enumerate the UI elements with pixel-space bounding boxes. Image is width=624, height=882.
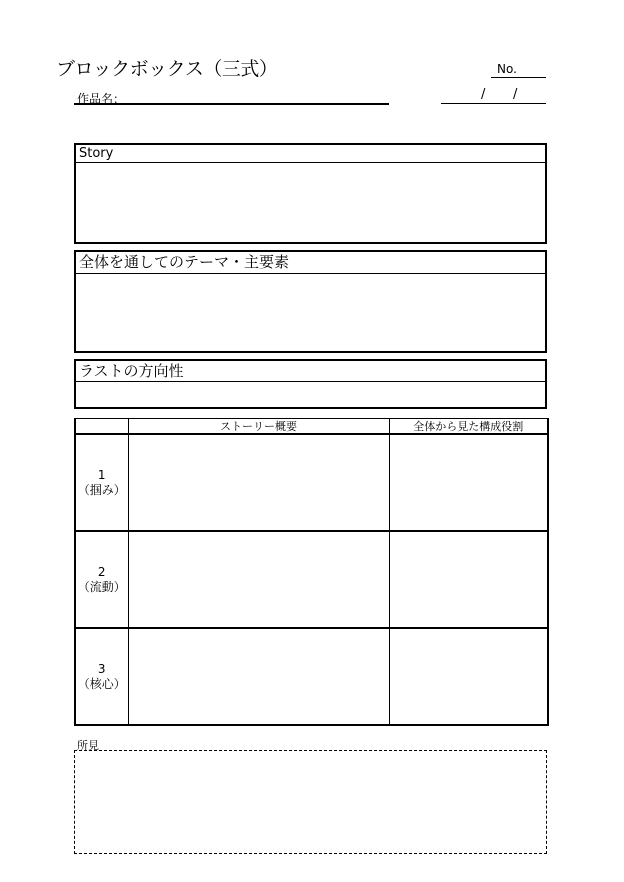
row-label — [75, 628, 128, 725]
table-row — [75, 628, 548, 725]
row-name: （核心） — [77, 676, 126, 691]
page-title: ブロックボックス（三式） — [56, 58, 278, 80]
ending-direction-heading: ラストの方向性 — [76, 361, 545, 382]
table-header-row — [75, 419, 548, 435]
story-heading: Story — [76, 145, 545, 163]
work-name-field[interactable] — [74, 103, 389, 105]
remarks-label: 所見 — [77, 739, 99, 752]
story-summary-cell[interactable] — [128, 628, 389, 725]
row-number: 1 — [97, 467, 106, 482]
work-name-label: 作品名： — [77, 92, 126, 106]
row-name: （流動） — [77, 579, 126, 594]
structural-role-cell[interactable] — [389, 531, 548, 628]
remarks-box[interactable] — [74, 750, 547, 854]
row-name: （掴み） — [77, 482, 126, 497]
structural-role-cell[interactable] — [389, 628, 548, 725]
row-label — [75, 434, 128, 531]
theme-box[interactable] — [74, 250, 547, 353]
story-box[interactable] — [74, 143, 547, 244]
column-header-number — [75, 419, 128, 435]
structural-role-cell[interactable] — [389, 434, 548, 531]
block-table — [74, 418, 549, 726]
story-summary-cell[interactable] — [128, 434, 389, 531]
table-row — [75, 434, 548, 531]
number-field[interactable] — [491, 77, 546, 78]
column-header-structural-role: 全体から見た構成役割 — [389, 419, 548, 435]
row-number: 2 — [97, 564, 106, 579]
date-separator: / — [481, 87, 486, 102]
story-summary-cell[interactable] — [128, 531, 389, 628]
column-header-story-summary: ストーリー概要 — [128, 419, 389, 435]
row-number: 3 — [97, 661, 106, 676]
date-field[interactable] — [441, 103, 546, 104]
date-separator: / — [513, 87, 518, 102]
row-label — [75, 531, 128, 628]
table-row — [75, 531, 548, 628]
theme-heading: 全体を通してのテーマ・主要素 — [76, 252, 545, 274]
ending-direction-box[interactable] — [74, 359, 547, 409]
number-label: No. — [497, 62, 517, 76]
